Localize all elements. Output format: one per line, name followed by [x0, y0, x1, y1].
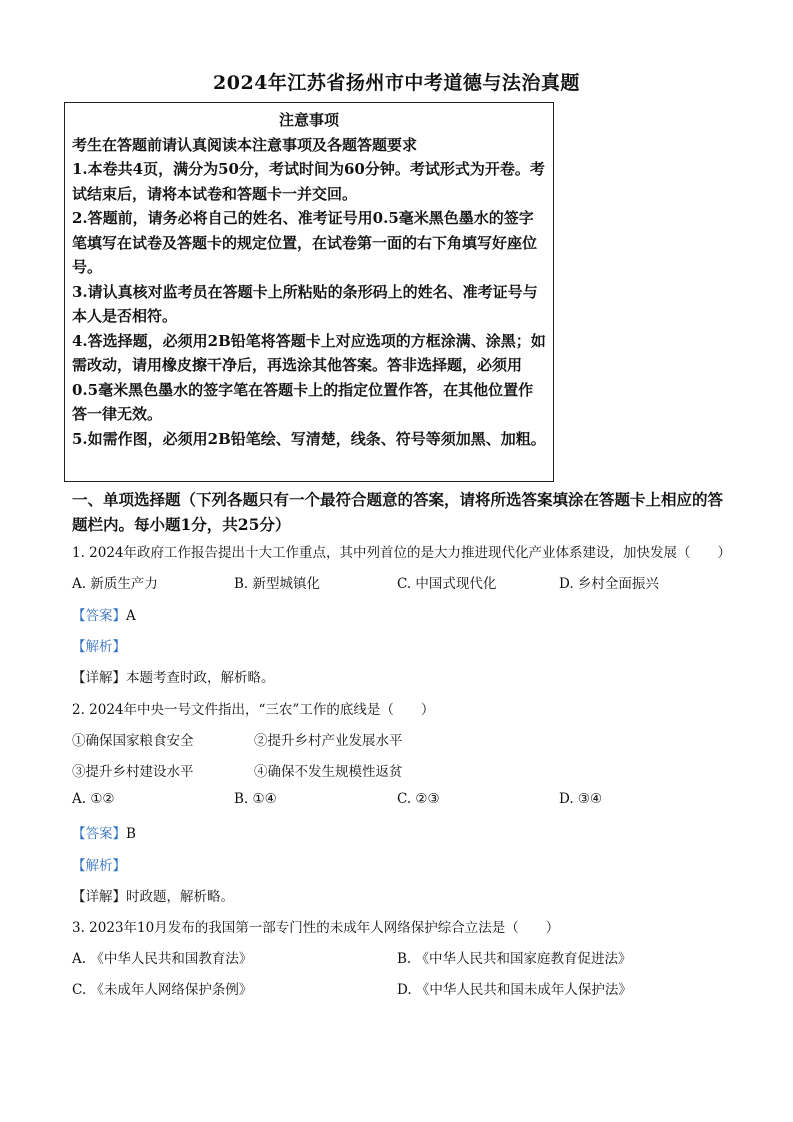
q2-option-c: C. ②③ [397, 791, 440, 807]
q3-option-c: C. 《未成年人网络保护条例》 [72, 982, 253, 998]
q3-option-a: A. 《中华人民共和国教育法》 [72, 951, 253, 967]
q2-analysis-label: 【解析】 [72, 858, 126, 874]
notice-line: 1.本卷共4页，满分为50分，考试时间为60分钟。考试形式为开卷。考试结束后，请将本试卷和答题卡一并交回。 [72, 160, 545, 203]
q2-item-4: ④确保不发生规模性返贫 [254, 764, 403, 780]
q1-option-c: C. 中国式现代化 [397, 576, 497, 592]
q1-option-a: A. 新质生产力 [72, 576, 158, 592]
notice-line: 考生在答题前请认真阅读本注意事项及各题答题要求 [72, 135, 418, 154]
notice-box [64, 102, 554, 482]
q1-analysis-label: 【解析】 [72, 639, 126, 655]
q2-option-b: B. ①④ [234, 791, 277, 807]
section-heading: 一、单项选择题（下列各题只有一个最符合题意的答案，请将所选答案填涂在答题卡上相应的答题栏内。每小题1分，共25分） [72, 490, 724, 534]
notice-line: 5.如需作图，必须用2B铅笔绘、写清楚，线条、符号等须加黑、加粗。 [72, 429, 546, 448]
answer-label: 【答案】 [72, 608, 126, 624]
page-title: 2024年江苏省扬州市中考道德与法治真题 [213, 72, 580, 94]
q2-stem: 2. 2024年中央一号文件指出，“三农”工作的底线是（ ） [72, 702, 435, 718]
q2-option-a: A. ①② [72, 791, 115, 807]
q3-stem: 3. 2023年10月发布的我国第一部专门性的未成年人网络保护综合立法是（ ） [72, 920, 560, 936]
notice-line: 2.答题前，请务必将自己的姓名、准考证号用0.5毫米黑色墨水的签字笔填写在试卷及答题卡的规定位置，在试卷第一面的右下角填写好座位号。 [72, 209, 538, 276]
q2-item-1: ①确保国家粮食安全 [72, 733, 194, 749]
q1-answer [72, 604, 136, 624]
answer-value: B [126, 826, 136, 842]
q2-item-2: ②提升乡村产业发展水平 [254, 733, 403, 749]
q3-option-b: B. 《中华人民共和国家庭教育促进法》 [397, 951, 632, 967]
answer-value: A [126, 608, 136, 624]
q3-option-d: D. 《中华人民共和国未成年人保护法》 [397, 982, 632, 998]
q1-option-d: D. 乡村全面振兴 [559, 576, 659, 592]
q2-detail: 【详解】时政题，解析略。 [72, 889, 234, 905]
notice-line: 3.请认真核对监考员在答题卡上所粘贴的条形码上的姓名、准考证号与本人是否相符。 [72, 282, 538, 325]
q2-answer [72, 822, 136, 842]
q2-option-d: D. ③④ [559, 791, 603, 807]
q2-item-3: ③提升乡村建设水平 [72, 764, 194, 780]
notice-heading: 注意事项 [278, 111, 339, 129]
q1-option-b: B. 新型城镇化 [234, 576, 321, 592]
q1-stem: 1. 2024年政府工作报告提出十大工作重点，其中列首位的是大力推进现代化产业体系建设，加快发展（ ） [72, 545, 732, 561]
notice-line: 4.答选择题，必须用2B铅笔将答题卡上对应选项的方框涂满、涂黑；如需改动，请用橡皮擦干净后，再选涂其他答案。答非选择题，必须用0.5毫米黑色墨水的签字笔在答题卡上的指定位置作答，在其他位置作答一律无效。 [72, 331, 546, 423]
q1-detail: 【详解】本题考查时政，解析略。 [72, 670, 275, 686]
answer-label: 【答案】 [72, 826, 126, 842]
